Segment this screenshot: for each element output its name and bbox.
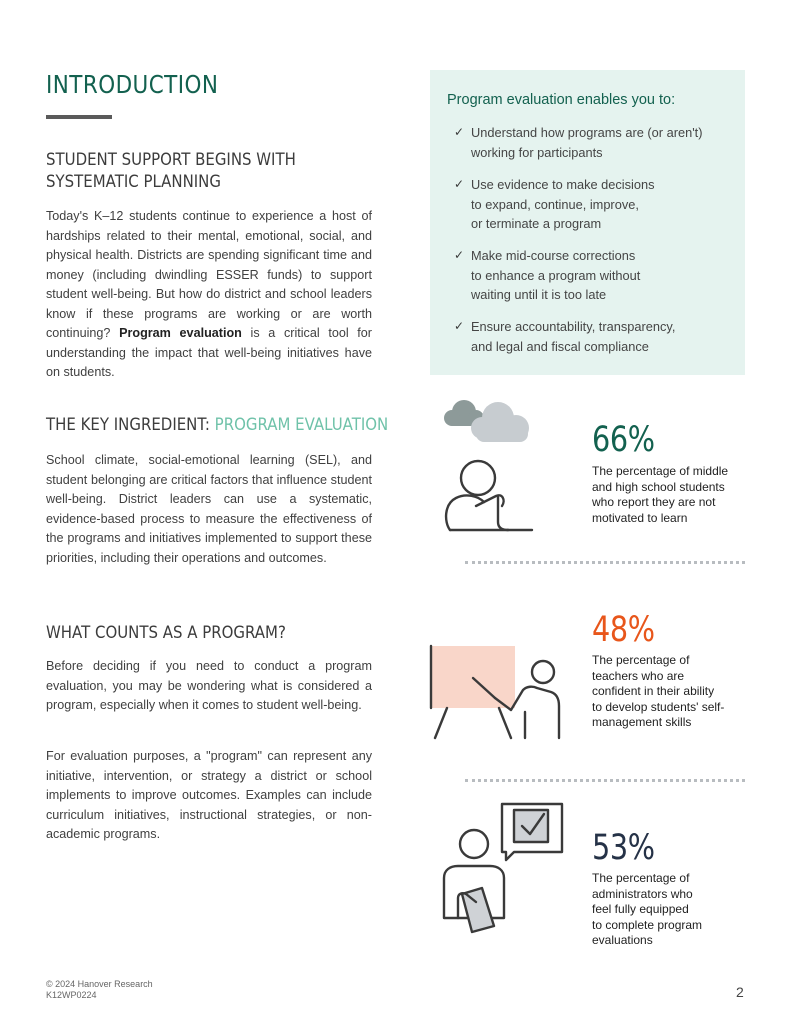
section-heading-line: STUDENT SUPPORT BEGINS WITH xyxy=(46,150,296,170)
checkmark-icon: ✓ xyxy=(454,125,465,139)
checklist-line: working for participants xyxy=(471,144,603,160)
support-text-bold: Program evaluation xyxy=(119,326,242,340)
checklist-item xyxy=(454,246,734,305)
checklist-line: Use evidence to make decisions xyxy=(471,177,655,192)
section-heading-program: WHAT COUNTS AS A PROGRAM? xyxy=(46,623,286,643)
key-ingredient-paragraph: School climate, social-emotional learning (SEL), and student belonging are critical factors that influence student well-being. District leaders can use a systematic, evidence-based process to measure the effectiveness of the programs and initiatives implemented to support these priorities, including their operations and outcomes. xyxy=(46,453,372,565)
checklist-item xyxy=(454,123,734,162)
callout-box xyxy=(430,70,745,375)
page-title: INTRODUCTION xyxy=(46,70,219,99)
divider xyxy=(465,561,745,564)
checklist-line: to expand, continue, improve, xyxy=(471,196,639,212)
stat-line: feel fully equipped xyxy=(592,902,689,916)
checklist-line: Ensure accountability, transparency, xyxy=(471,319,676,334)
stat-line: who report they are not xyxy=(592,495,716,509)
stat-line: and high school students xyxy=(592,479,725,494)
checklist-line: to enhance a program without xyxy=(471,267,641,283)
stat-line: confident in their ability xyxy=(592,684,715,698)
stat-line: The percentage of middle xyxy=(592,464,729,478)
heading-prefix: THE KEY INGREDIENT: xyxy=(46,415,215,435)
checklist-item xyxy=(454,175,734,234)
checklist-line: and legal and fiscal compliance xyxy=(471,338,649,354)
teacher-presenting-icon xyxy=(425,640,565,745)
stat-line: administrators who xyxy=(592,886,693,901)
copyright-text: © 2024 Hanover Research xyxy=(46,979,153,989)
footer-copyright xyxy=(46,979,153,1001)
stat-line: motivated to learn xyxy=(592,510,688,525)
checkmark-icon: ✓ xyxy=(454,319,465,333)
checkmark-icon: ✓ xyxy=(454,177,465,191)
stat-value: 48% xyxy=(592,610,655,650)
section-heading-line: SYSTEMATIC PLANNING xyxy=(46,172,221,192)
stat-value: 53% xyxy=(592,828,655,868)
program-paragraph-2: For evaluation purposes, a "program" can represent any initiative, intervention, or strategy a district or school implements to improve outcomes. Examples can include curriculum initiatives, instructional strategies, or non-academic programs. xyxy=(46,749,372,841)
stat-line: to develop students' self- xyxy=(592,699,725,714)
stat-value: 66% xyxy=(592,420,655,460)
checklist-item xyxy=(454,317,734,356)
stat-line: evaluations xyxy=(592,933,653,947)
divider xyxy=(465,779,745,782)
callout-title: Program evaluation enables you to: xyxy=(447,92,676,108)
checklist-line: Make mid-course corrections xyxy=(471,248,636,263)
cloud-icon xyxy=(444,400,529,442)
support-text-start: Today's K–12 students continue to experience a host of hardships related to their mental, emotional, social, and physical health. Districts are spending significant time and money (including dwindling ESSER funds) to support student well-being. But how do district and school leaders know if these programs are working or are worth continuing? xyxy=(46,209,372,340)
title-underline xyxy=(46,115,112,119)
page-number: 2 xyxy=(736,984,744,1000)
stat-description xyxy=(592,464,752,526)
checklist-line: or terminate a program xyxy=(471,216,602,232)
stat-line: to complete program xyxy=(592,917,703,932)
document-code: K12WP0224 xyxy=(46,990,97,1000)
support-text-end: is a critical tool for understanding the impact that well-being initiatives have on students. xyxy=(46,326,372,379)
checkmark-icon: ✓ xyxy=(454,248,465,262)
stat-line: The percentage of xyxy=(592,653,690,667)
stat-description xyxy=(592,871,752,949)
heading-accent: PROGRAM EVALUATION xyxy=(214,415,389,435)
thinking-student-icon xyxy=(438,396,538,536)
stat-line: management skills xyxy=(592,715,692,729)
stat-description xyxy=(592,653,752,731)
checklist-line: waiting until it is too late xyxy=(471,287,607,303)
stat-line: The percentage of xyxy=(592,871,690,885)
checklist-line: Understand how programs are (or aren't) xyxy=(471,125,703,140)
section-heading-key-ingredient xyxy=(46,414,388,436)
stat-line: teachers who are xyxy=(592,668,685,683)
section-heading-support xyxy=(46,149,296,193)
administrator-checklist-icon xyxy=(438,798,568,948)
program-paragraph-1: Before deciding if you need to conduct a program evaluation, you may be wondering what is considered a program, especially when it comes to student well-being. xyxy=(46,659,372,712)
support-paragraph xyxy=(46,207,372,383)
